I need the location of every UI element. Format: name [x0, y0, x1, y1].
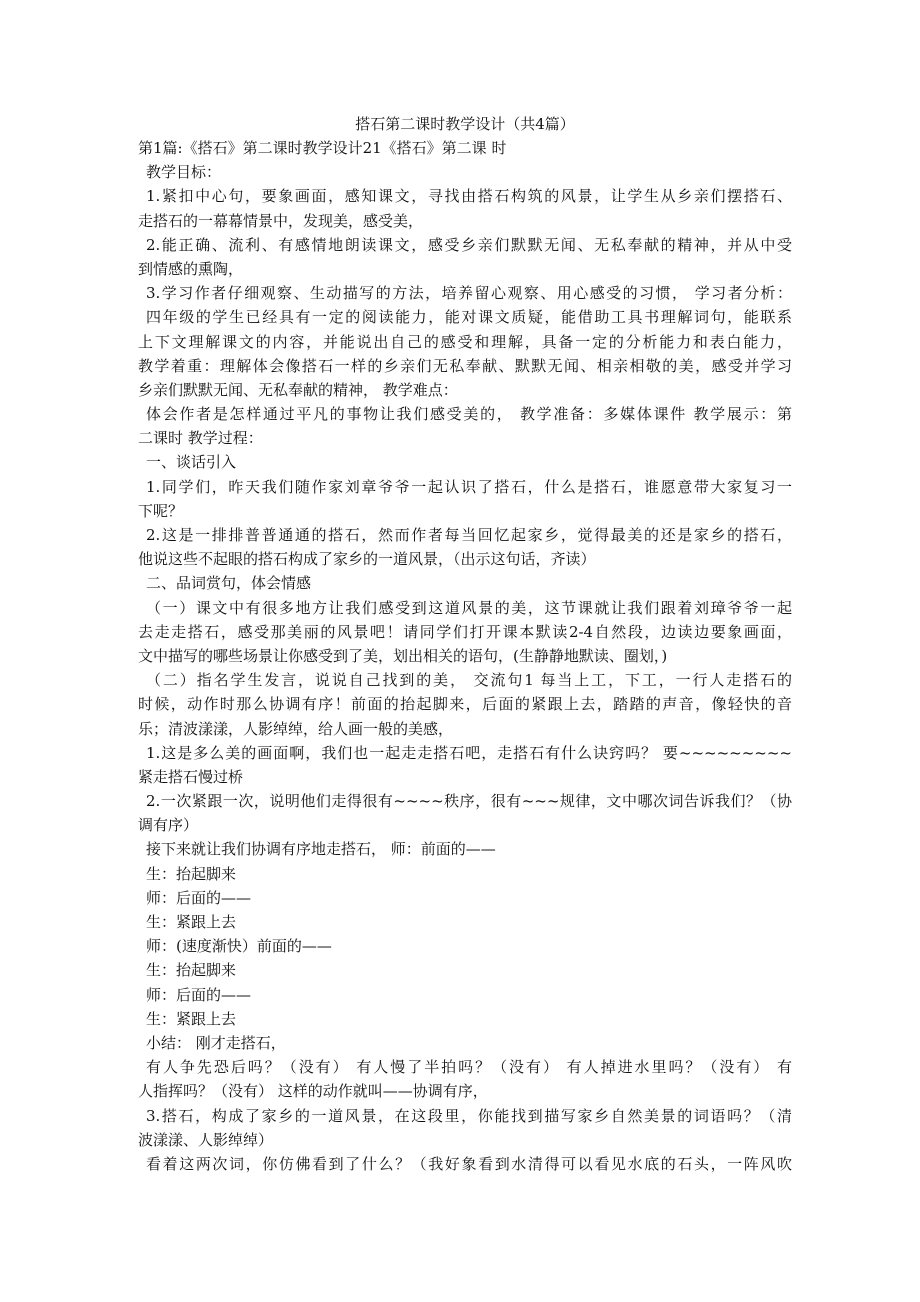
- document-page: [138, 112, 792, 1176]
- text-line: 乐；清波漾漾，人影绰绰，给人画一般的美感，: [138, 719, 454, 738]
- text-line: 调有序）: [138, 816, 199, 835]
- text-line: 第1篇:《搭石》第二课时教学设计21《搭石》第二课 时: [138, 139, 507, 157]
- text-line: 1.这是多么美的画面啊，我们也一起走走搭石吧，走搭石有什么诀窍吗？ 要~~~~~~~~~: [146, 743, 792, 762]
- text-line: 去走走搭石，感受那美丽的风景吧！请同学们打开课本默读2-4自然段，边读边要象画面，: [138, 622, 792, 641]
- text-line: 2.这是一排排普普通通的搭石，然而作者每当回忆起家乡，觉得最美的还是家乡的搭石，: [146, 526, 792, 544]
- text-line: 1.紧扣中心句，要象画面，感知课文，寻找由搭石构筑的风景，让学生从乡亲们摆搭石、: [146, 187, 792, 206]
- text-line: 师：后面的——: [146, 985, 252, 1004]
- text-line: 文中描写的哪些场景让你感受到了美，划出相关的语句，(生静静地默读、圈划，): [138, 646, 668, 665]
- text-line: 走搭石的一幕幕情景中，发现美，感受美，: [138, 211, 424, 230]
- text-line: 波漾漾、人影绰绰）: [138, 1130, 274, 1149]
- text-line: 生：抬起脚来: [146, 961, 237, 980]
- text-line: 1.同学们，昨天我们随作家刘章爷爷一起认识了搭石，什么是搭石，谁愿意带大家复习一: [146, 477, 792, 496]
- text-line: （一）课文中有很多地方让我们感受到这道风景的美，这节课就让我们跟着刘璋爷爷一起: [146, 598, 792, 617]
- text-line: 师：后面的——: [146, 888, 252, 907]
- text-line: 二、品词赏句，体会情感: [146, 574, 312, 593]
- text-line: 看着这两次词，你仿佛看到了什么？（我好象看到水清得可以看见水底的石头，一阵风吹: [146, 1154, 792, 1173]
- text-line: 教学目标：: [146, 163, 222, 182]
- text-line: 接下来就让我们协调有序地走搭石， 师：前面的——: [146, 840, 496, 859]
- text-line: 师：(速度渐快）前面的——: [146, 937, 332, 956]
- text-line: 乡亲们默默无闻、无私奉献的精神， 教学难点：: [138, 380, 458, 399]
- text-line: 体会作者是怎样通过平凡的事物让我们感受美的， 教学准备：多媒体课件 教学展示：第: [146, 405, 792, 424]
- text-line: 二课时 教学过程：: [138, 429, 263, 448]
- text-line: 生：抬起脚来: [146, 864, 237, 883]
- text-line: 到情感的熏陶，: [138, 259, 244, 278]
- text-line: 3.搭石，构成了家乡的一道风景，在这段里，你能找到描写家乡自然美景的词语吗？（清: [146, 1106, 792, 1125]
- text-line: 下呢？: [138, 501, 184, 520]
- text-line: 生：紧跟上去: [146, 1009, 237, 1028]
- text-line: 教学着重：理解体会像搭石一样的乡亲们无私奉献、默默无闻、相亲相敬的美，感受并学习: [138, 356, 792, 375]
- text-line: 上下文理解课文的内容，并能说出自己的感受和理解，具备一定的分析能力和表白能力，: [138, 332, 792, 351]
- text-line: 紧走搭石慢过桥: [138, 767, 244, 786]
- text-line: 3.学习作者仔细观察、生动描写的方法，培养留心观察、用心感受的习惯， 学习者分析：: [146, 284, 792, 303]
- text-line: 生：紧跟上去: [146, 913, 237, 931]
- text-line: 人指挥吗？（没有） 这样的动作就叫——协调有序，: [138, 1082, 488, 1101]
- document-title: 搭石第二课时教学设计（共4篇）: [355, 115, 575, 133]
- text-line: 一、谈话引入: [146, 453, 237, 472]
- text-line: （二）指名学生发言，说说自己找到的美， 交流句1 每当上工，下工，一行人走搭石的: [146, 671, 792, 690]
- text-line: 2.一次紧跟一次，说明他们走得很有~~~~秩序，很有~~~规律，文中哪次词告诉我们？（协: [146, 792, 792, 811]
- text-line: 他说这些不起眼的搭石构成了家乡的一道风景，（出示这句话，齐读）: [138, 550, 596, 569]
- text-line: 2.能正确、流利、有感情地朗读课文，感受乡亲们默默无闻、无私奉献的精神，并从中受: [146, 235, 792, 254]
- text-line: 有人争先恐后吗？（没有） 有人慢了半拍吗？（没有） 有人掉进水里吗？（没有） 有: [146, 1058, 792, 1077]
- text-line: 四年级的学生已经具有一定的阅读能力，能对课文质疑，能借助工具书理解词句，能联系: [146, 308, 792, 327]
- text-line: 时候，动作时那么协调有序！前面的抬起脚来，后面的紧跟上去，踏踏的声音，像轻快的音: [138, 695, 792, 714]
- text-line: 小结： 刚才走搭石，: [146, 1033, 286, 1052]
